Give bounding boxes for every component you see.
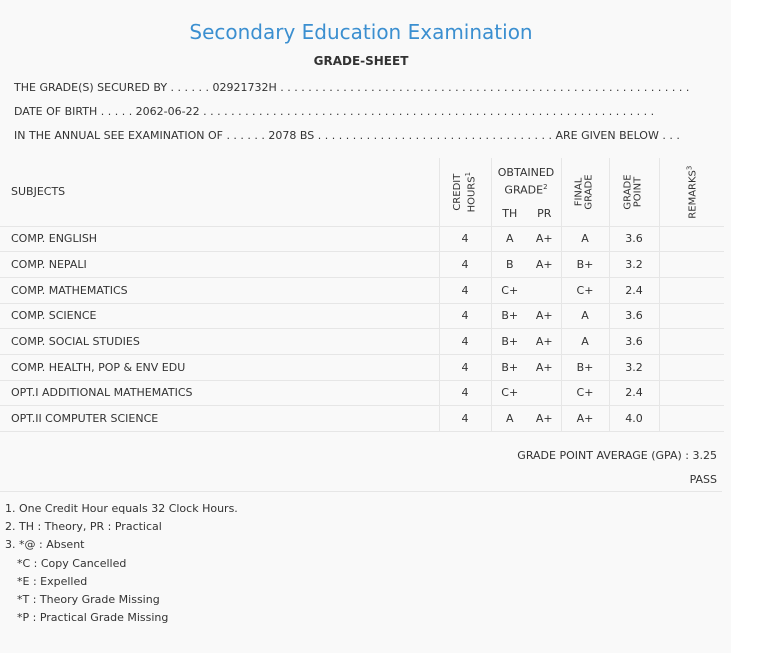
grade-point-cell: 3.6 [609, 226, 659, 252]
practical-grade-cell [528, 380, 561, 406]
date-of-birth-line: DATE OF BIRTH . . . . . 2062-06-22 . . . . . . . . . . . . . . . . . . . . . . . . . . . . . . . . . . . . . . . . . . . . . . . . . . . . . . . . . . . . . . . . . [14, 105, 655, 118]
subjects-header: SUBJECTS [0, 158, 439, 226]
practical-grade-cell: A+ [528, 329, 561, 355]
final-grade-cell: A+ [561, 406, 609, 432]
theory-grade-cell: A [491, 226, 528, 252]
subject-cell: COMP. NEPALI [0, 252, 439, 278]
subject-cell: COMP. SOCIAL STUDIES [0, 329, 439, 355]
table-row [0, 406, 724, 432]
subject-cell: COMP. SCIENCE [0, 303, 439, 329]
credit-hours-cell: 4 [439, 303, 491, 329]
credit-hours-cell: 4 [439, 354, 491, 380]
remarks-cell [659, 303, 724, 329]
credit-hours-cell: 4 [439, 329, 491, 355]
practical-grade-cell: A+ [528, 354, 561, 380]
theory-grade-cell: C+ [491, 380, 528, 406]
gpa-summary: GRADE POINT AVERAGE (GPA) : 3.25 [517, 449, 717, 462]
credit-hours-cell: 4 [439, 252, 491, 278]
theory-grade-cell: A [491, 406, 528, 432]
final-grade-cell: C+ [561, 380, 609, 406]
final-grade-cell: C+ [561, 277, 609, 303]
exam-year-line: IN THE ANNUAL SEE EXAMINATION OF . . . . . . 2078 BS . . . . . . . . . . . . . . . . . . . . . . . . . . . . . . . . . . ARE GIVEN BELOW . . . [14, 129, 680, 142]
credit-hours-cell: 4 [439, 277, 491, 303]
credit-hours-cell: 4 [439, 226, 491, 252]
grade-point-cell: 3.2 [609, 252, 659, 278]
practical-grade-cell: A+ [528, 303, 561, 329]
footnote-1: 1. One Credit Hour equals 32 Clock Hours. [5, 502, 238, 515]
final-grade-cell: B+ [561, 252, 609, 278]
sheet-subtitle: GRADE-SHEET [313, 54, 409, 68]
subject-cell: COMP. MATHEMATICS [0, 277, 439, 303]
remarks-cell [659, 226, 724, 252]
credit-hours-cell: 4 [439, 406, 491, 432]
table-row [0, 329, 724, 355]
final-grade-cell: B+ [561, 354, 609, 380]
theory-header: TH [491, 202, 528, 226]
credit-hours-cell: 4 [439, 380, 491, 406]
divider [0, 491, 722, 492]
remarks-cell [659, 252, 724, 278]
grade-point-cell: 3.2 [609, 354, 659, 380]
final-grade-header: FINAL GRADE [561, 158, 609, 226]
remarks-cell [659, 277, 724, 303]
practical-grade-cell: A+ [528, 226, 561, 252]
practical-grade-cell [528, 277, 561, 303]
grade-point-cell: 2.4 [609, 277, 659, 303]
table-row [0, 303, 724, 329]
remarks-cell [659, 406, 724, 432]
grade-point-cell: 4.0 [609, 406, 659, 432]
footnote-copy-cancelled: *C : Copy Cancelled [17, 556, 127, 570]
remarks-cell [659, 380, 724, 406]
footnotes [5, 500, 238, 627]
exam-title: Secondary Education Examination [189, 20, 533, 44]
table-row [0, 252, 724, 278]
footnote-3: 3. *@ : Absent [5, 538, 85, 552]
grade-point-cell: 3.6 [609, 303, 659, 329]
table-row [0, 277, 724, 303]
remarks-cell [659, 354, 724, 380]
practical-header: PR [528, 202, 561, 226]
footnote-practical-missing: *P : Practical Grade Missing [17, 611, 169, 625]
table-row [0, 354, 724, 380]
practical-grade-cell: A+ [528, 406, 561, 432]
grade-point-header: GRADE POINT [609, 158, 659, 226]
theory-grade-cell: B+ [491, 329, 528, 355]
grade-point-cell: 2.4 [609, 380, 659, 406]
table-row [0, 380, 724, 406]
footnote-expelled: *E : Expelled [17, 574, 88, 588]
grade-point-cell: 3.6 [609, 329, 659, 355]
theory-grade-cell: B+ [491, 303, 528, 329]
final-grade-cell: A [561, 329, 609, 355]
remarks-header: REMARKS$^3$ [659, 158, 724, 226]
subject-cell: OPT.II COMPUTER SCIENCE [0, 406, 439, 432]
table-row [0, 226, 724, 252]
theory-grade-cell: B+ [491, 354, 528, 380]
footnote-2: 2. TH : Theory, PR : Practical [5, 520, 162, 534]
subject-cell: OPT.I ADDITIONAL MATHEMATICS [0, 380, 439, 406]
theory-grade-cell: C+ [491, 277, 528, 303]
page-gutter [731, 0, 757, 653]
final-grade-cell: A [561, 226, 609, 252]
grades-table [0, 158, 724, 432]
practical-grade-cell: A+ [528, 252, 561, 278]
subject-cell: COMP. ENGLISH [0, 226, 439, 252]
remarks-cell [659, 329, 724, 355]
result-status: PASS [689, 473, 717, 486]
final-grade-cell: A [561, 303, 609, 329]
symbol-number-line: THE GRADE(S) SECURED BY . . . . . . 02921732H . . . . . . . . . . . . . . . . . . . . . . . . . . . . . . . . . . . . . . . . . . . . . . . . . . . . . . . . . . . [14, 81, 690, 94]
obtained-grade-header: OBTAINED GRADE$^2$ [491, 158, 561, 202]
theory-grade-cell: B [491, 252, 528, 278]
subject-cell: COMP. HEALTH, POP & ENV EDU [0, 354, 439, 380]
footnote-theory-missing: *T : Theory Grade Missing [17, 593, 160, 607]
credit-hours-header: CREDIT HOURS$^1$ [439, 158, 491, 226]
